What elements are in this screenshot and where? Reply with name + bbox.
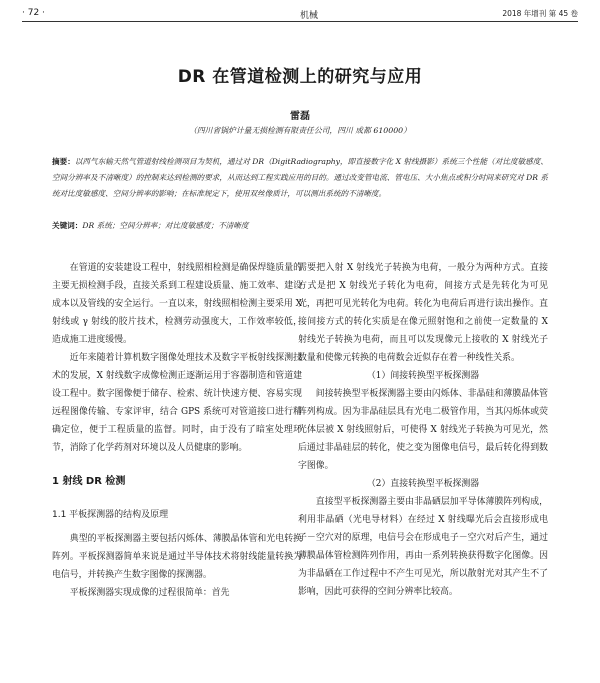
keywords-text: DR 系统；空间分辨率；对比度敏感度；不清晰度 (82, 221, 249, 230)
journal-category: 机械 (300, 11, 319, 21)
continued-paragraph: 需要把入射 X 射线光子转换为电荷，一般分为两种方式。直接方式是把 X 射线光子转化为电荷，间接方式是先转化为可见光，再把可见光转化为电荷。转化为电荷后再进行读出操作。直接间接方式的转化实质是在像元照射饱和之前使一定数量的 X 射线光子转换为电荷，而且可以发现像元上接收的 X 射线光子数量和使像元转换的电荷数会近似存在着一种线性关系。 (298, 263, 548, 363)
author-affiliation: （四川省锅炉计量无损检测有限责任公司，四川 成都 610000） (189, 126, 411, 135)
right-column (298, 259, 548, 601)
keywords (52, 218, 548, 234)
indirect-detector-heading: （1）间接转换型平板探测器 (366, 371, 480, 381)
left-column (52, 259, 302, 602)
intro-paragraph-1: 在管道的安装建设工程中，射线照相检测是确保焊缝质量的主要无损检测手段，直接关系到工程建设质量、施工效率、建设成本以及管线的安全运行。一直以来，射线照相检测主要采用 X 射线或 γ 射线的胶片技术，检测劳动强度大，工作效率较低，造成施工进度缓慢。 (52, 263, 302, 345)
journal-issue: 2018 年增刊 第 45 卷 (502, 9, 578, 18)
abstract-text: 以西气东输天然气管道射线检测项目为契机，通过对 DR（DigitRadiography，即直接数字化 X 射线摄影）系统三个性能（对比度敏感度、空间分辨率及不清晰度）的控制来达到检测的要求，从而达到工程实践应用的目的。通过改变管电流、管电压、大小焦点或积分时间来研究对 DR 系统对比度敏感度、空间分辨率的影响；在标准规定下，使用双丝像质计，可以测出系统的不清晰度。 (52, 157, 548, 198)
section-1-1-paragraph-1: 典型的平板探测器主要包括闪烁体、薄膜晶体管和光电转换阵列。平板探测器简单来说是通过半导体技术将射线能量转换为电信号，并转换产生数字图像的探测器。 (52, 534, 302, 580)
section-1-heading: 1 射线 DR 检测 (52, 476, 126, 487)
page-number: · 72 · (22, 8, 45, 18)
direct-detector-heading: （2）直接转换型平板探测器 (366, 479, 480, 489)
section-1-1-heading: 1.1 平板探测器的结构及原理 (52, 510, 169, 520)
keywords-label: 关键词： (52, 221, 83, 230)
abstract-label: 摘要： (52, 157, 75, 166)
section-1-1-paragraph-2: 平板探测器实现成像的过程很简单：首先 (69, 588, 230, 598)
author-name: 雷磊 (290, 111, 310, 122)
abstract (52, 154, 548, 202)
intro-paragraph-2: 近年来随着计算机数字图像处理技术及数字平板射线探测技术的发展，X 射线数字成像检测正逐渐运用于容器制造和管道建设工程中。数字图像便于储存、检索、统计快速方便、容易实现远程图像传输、专家评审，结合 GPS 系统可对管道接口进行精确定位，便于工程质量的监督。同时，由于没有了暗室处理环节，消除了化学药剂对环境以及人员健康的影响。 (52, 353, 302, 453)
header-rule (22, 21, 578, 22)
direct-detector-paragraph: 直接型平板探测器主要由非晶硒层加平导体薄膜阵列构成，利用非晶硒（光电导材料）在经过 X 射线曝光后会直接形成电子－空穴对的原理，电信号会在形成电子－空穴对后产生，通过薄膜晶体管检测阵列作用，再由一系列转换获得数字化图像。因为非晶硒在工作过程中不产生可见光，所以散射光对其产生不了影响，因此可获得的空间分辨率比较高。 (298, 497, 548, 597)
running-header (22, 6, 578, 22)
indirect-detector-paragraph: 间接转换型平板探测器主要由闪烁体、非晶硅和薄膜晶体管阵列构成。因为非晶硅层具有光电二极管作用，当其闪烁体或荧光体层被 X 射线照射后，可使得 X 射线光子转换为可见光，然后通过非晶硅层的转化，使之变为图像电信号，最后转化得到数字图像。 (298, 389, 548, 471)
paper-title: DR 在管道检测上的研究与应用 (177, 67, 423, 87)
